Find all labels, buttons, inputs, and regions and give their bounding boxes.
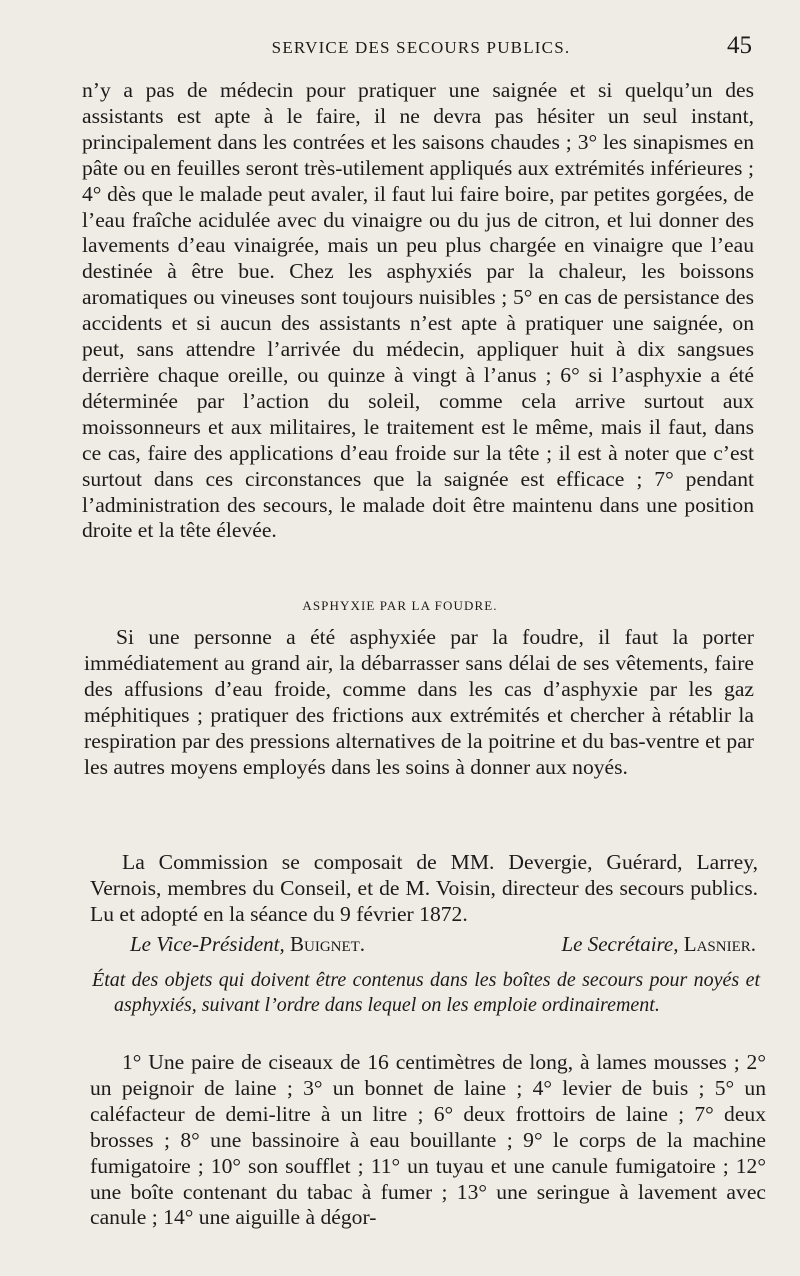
inventory-list: 1° Une paire de ciseaux de 16 centimètres de long, à lames mousses ; 2° un peignoir de laine ; 3° un bonnet de laine ; 4° levier de buis ; 5° un caléfacteur de demi-litre à un litre ; 6° deux frottoirs de laine ; 7° deux brosses ; 8° une bassinoire à eau bouillante ; 9° le corps de la machine fumigatoire ; 10° son soufflet ; 11° un tuyau et une canule fumigatoire ; 12° une boîte contenant du tabac à fumer ; 13° une seringue à lavement avec canule ; 14° une aiguille à dégor- bbox=[90, 1050, 766, 1230]
vice-president-role: Le Vice-Président, bbox=[130, 932, 285, 956]
secretary-role: Le Secrétaire, bbox=[561, 932, 679, 956]
secretary-signature bbox=[561, 932, 756, 957]
vice-president-name: Buignet. bbox=[289, 932, 366, 956]
foudre-paragraph-block bbox=[84, 625, 754, 780]
inventory-title: État des objets qui doivent être contenus dans les boîtes de secours pour noyés et asphyxiés, suivant l’ordre dans lequel on les emploie ordinairement. bbox=[92, 969, 760, 1016]
commission-paragraph: La Commission se composait de MM. Devergie, Guérard, Larrey, Vernois, membres du Conseil, et de M. Voisin, directeur des secours publics. Lu et adopté en la séance du 9 février 1872. bbox=[90, 850, 758, 926]
foudre-paragraph: Si une personne a été asphyxiée par la foudre, il faut la porter immédiatement au grand air, la débarrasser sans délai de ses vêtements, faire des affusions d’eau froide, comme dans les cas d’asphyxie par les gaz méphitiques ; pratiquer des frictions aux extrémités et chercher à rétablir la respiration par des pressions alternatives de la poitrine et du bas-ventre et par les autres moyens employés dans les soins à donner aux noyés. bbox=[84, 625, 754, 779]
secretary-name: Lasnier. bbox=[683, 932, 756, 956]
continuation-paragraph: n’y a pas de médecin pour pratiquer une saignée et si quelqu’un des assistants est apte à le faire, il ne devra pas hésiter un seul instant, principalement dans les contrées et les saisons chaudes ; 3° les sinapismes en pâte ou en feuilles seront très-utilement appliqués aux extrémités inférieures ; 4° dès que le malade peut avaler, il faut lui faire boire, par petites gorgées, de l’eau fraîche acidulée avec du vinaigre ou du jus de citron, et lui donner des lavements d’eau vinaigrée, mais un peu plus chargée en vinaigre que l’eau destinée à être bue. Chez les asphyxiés par la chaleur, les boissons aromatiques ou vineuses sont toujours nuisibles ; 5° en cas de persistance des accidents et si aucun des assistants n’est apte à pratiquer une saignée, on peut, sans attendre l’arrivée du médecin, appliquer huit à dix sangsues derrière chaque oreille, ou quinze à vingt à l’anus ; 6° si l’asphyxie a été déterminée par l’action du soleil, comme cela arrive surtout aux moissonneurs et aux militaires, le traitement est le même, mais il faut, dans ce cas, faire des applications d’eau froide sur la tête ; il est à noter que c’est surtout dans ces circonstances que la saignée est efficace ; 7° pendant l’administration des secours, le malade doit être maintenu dans une position droite et la tête élevée. bbox=[82, 78, 754, 543]
continuation-paragraph-block bbox=[82, 78, 754, 544]
page-number: 45 bbox=[727, 32, 752, 59]
commission-paragraph-block bbox=[90, 850, 758, 928]
inventory-title-block bbox=[92, 968, 760, 1018]
running-head bbox=[82, 30, 760, 64]
signature-line bbox=[130, 932, 756, 960]
section-heading: ASPHYXIE PAR LA FOUDRE. bbox=[302, 598, 498, 613]
inventory-list-block bbox=[90, 1050, 766, 1231]
vice-president-signature bbox=[130, 932, 365, 957]
running-title: SERVICE DES SECOURS PUBLICS. bbox=[271, 38, 571, 57]
